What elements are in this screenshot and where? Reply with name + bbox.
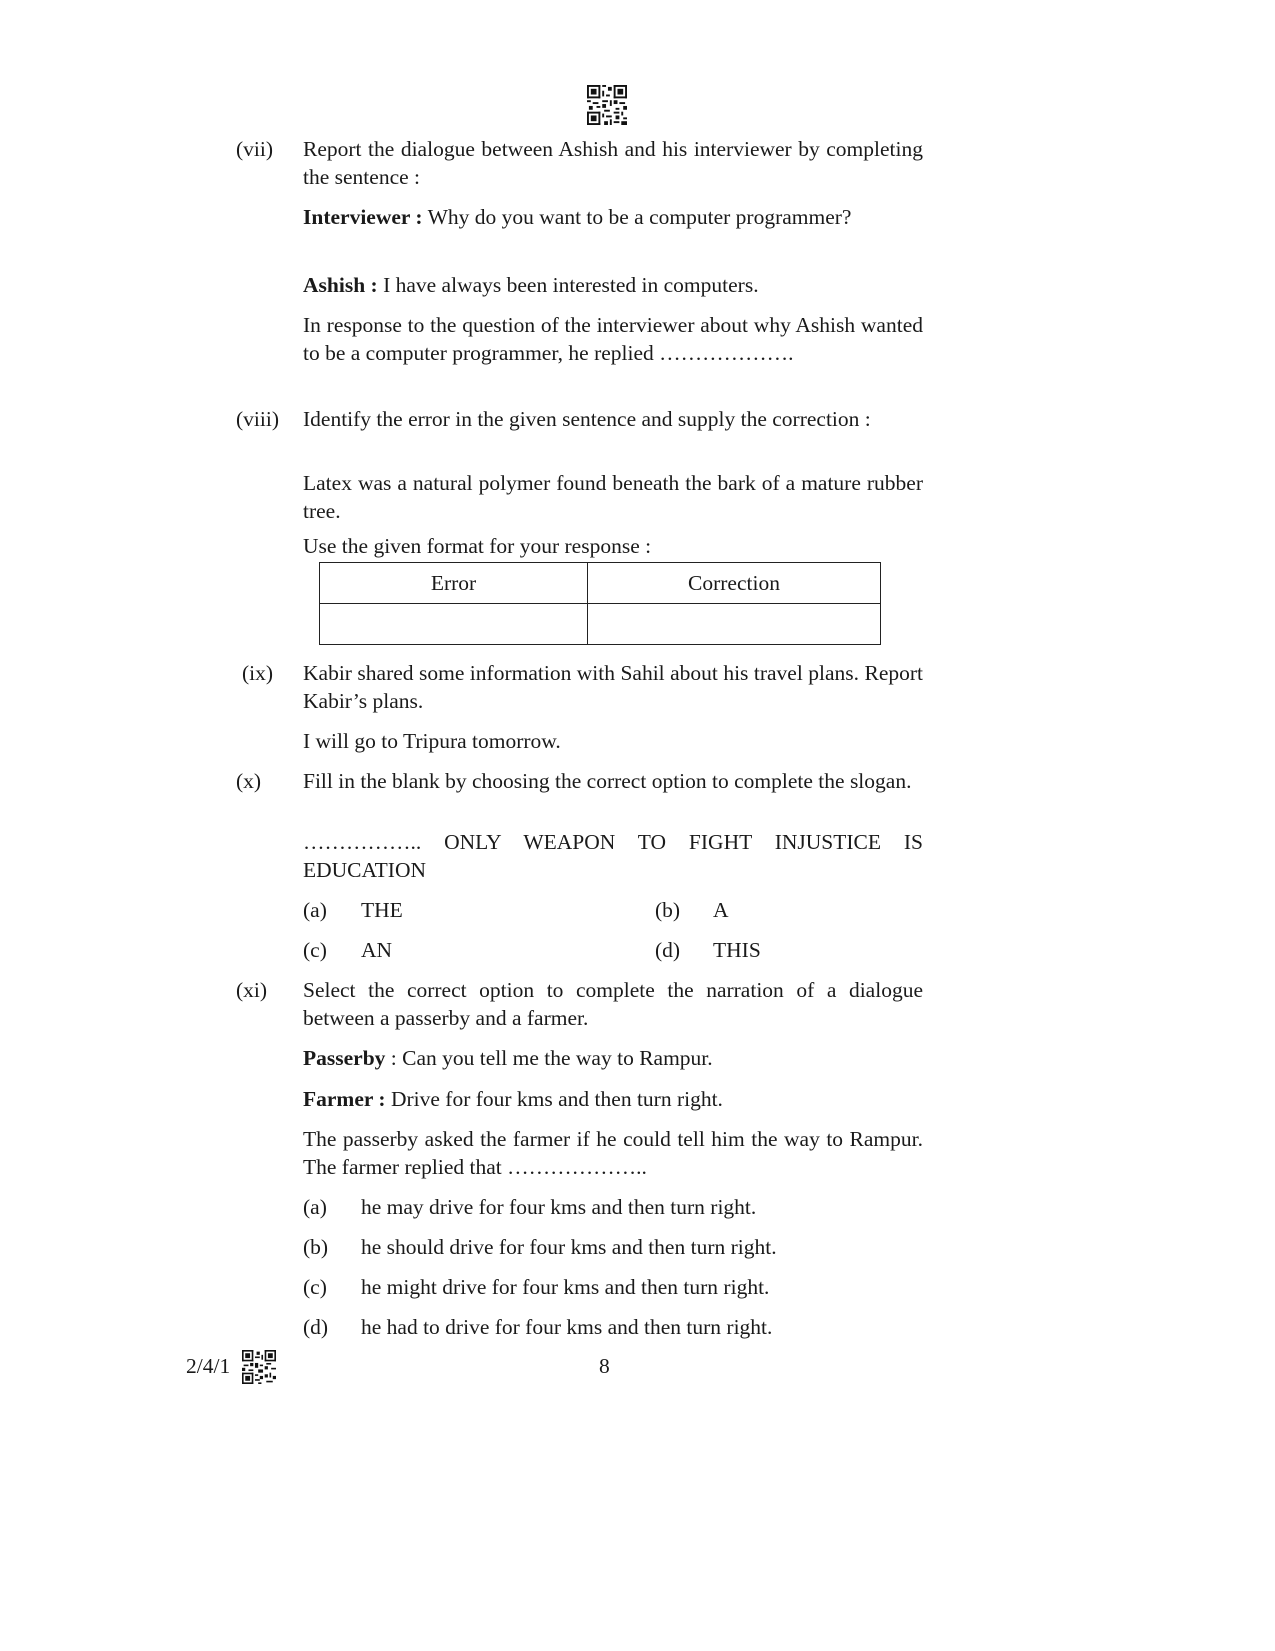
speaker-label: Ashish : — [303, 273, 378, 297]
option-a-label: (a) — [303, 1195, 327, 1219]
table-header-correction: Correction — [588, 563, 881, 604]
question-number: (xi) — [236, 978, 268, 1002]
error-sentence: Latex was a natural polymer found beneath the bark of a mature rubber tree. — [303, 471, 923, 523]
qr-code-icon — [587, 85, 627, 125]
table-cell-error-empty — [320, 604, 588, 645]
question-number: (ix) — [242, 661, 274, 685]
question-number: (x) — [236, 769, 262, 793]
option-c-label: (c) — [303, 938, 327, 962]
question-prompt: Report the dialogue between Ashish and his interviewer by completing the sentence : — [303, 137, 923, 189]
dialogue-line-ashish — [303, 271, 923, 299]
option-d-label: (d) — [303, 1315, 329, 1339]
speaker-label: Farmer : — [303, 1087, 386, 1111]
table-header-error: Error — [320, 563, 588, 604]
dialogue-line-passerby — [303, 1044, 923, 1072]
table-header-row — [320, 563, 881, 604]
speaker-label: Interviewer : — [303, 205, 423, 229]
table-cell-correction-empty — [588, 604, 881, 645]
question-prompt: Fill in the blank by choosing the correct option to complete the slogan. — [303, 769, 912, 793]
paper-code: 2/4/1 — [186, 1354, 231, 1378]
qr-code-graphic — [587, 85, 627, 125]
page-number: 8 — [599, 1354, 610, 1378]
qr-code-graphic — [242, 1350, 276, 1384]
response-format-table — [319, 562, 881, 645]
dialogue-line-farmer — [303, 1085, 923, 1113]
option-a-text: THE — [361, 898, 403, 922]
option-d-text: he had to drive for four kms and then turn right. — [361, 1315, 773, 1339]
question-prompt: Kabir shared some information with Sahil about his travel plans. Report Kabir’s plans. — [303, 661, 923, 713]
question-prompt: Identify the error in the given sentence and supply the correction : — [303, 407, 871, 431]
option-b-label: (b) — [655, 898, 681, 922]
question-number: (viii) — [236, 407, 279, 431]
option-c-text: AN — [361, 938, 393, 962]
format-note: Use the given format for your response : — [303, 534, 652, 558]
footer-qr-code-icon — [242, 1350, 276, 1384]
option-b-label: (b) — [303, 1235, 329, 1259]
slogan-text: …………….. ONLY WEAPON TO FIGHT INJUSTICE IS EDUCATION — [303, 830, 923, 882]
option-c-label: (c) — [303, 1275, 327, 1299]
dialogue-text: I have always been interested in computers. — [377, 273, 759, 297]
quoted-statement: I will go to Tripura tomorrow. — [303, 729, 561, 753]
option-b-text: he should drive for four kms and then turn right. — [361, 1235, 777, 1259]
narration-text: The passerby asked the farmer if he could tell him the way to Rampur. The farmer replied that ……………….. — [303, 1127, 923, 1179]
dialogue-line-interviewer — [303, 203, 923, 231]
option-a-label: (a) — [303, 898, 327, 922]
question-prompt: Select the correct option to complete the narration of a dialogue between a passerby and a farmer. — [303, 978, 923, 1030]
option-a-text: he may drive for four kms and then turn right. — [361, 1195, 757, 1219]
dialogue-text: Drive for four kms and then turn right. — [385, 1087, 723, 1111]
option-d-label: (d) — [655, 938, 681, 962]
option-c-text: he might drive for four kms and then turn right. — [361, 1275, 770, 1299]
option-d-text: THIS — [713, 938, 761, 962]
table-row — [320, 604, 881, 645]
question-number: (vii) — [236, 137, 274, 161]
completion-sentence: In response to the question of the interviewer about why Ashish wanted to be a computer programmer, he replied ………………. — [303, 313, 923, 365]
dialogue-text: : Can you tell me the way to Rampur. — [385, 1046, 713, 1070]
speaker-label: Passerby — [303, 1046, 386, 1070]
option-b-text: A — [713, 898, 729, 922]
dialogue-text: Why do you want to be a computer programmer? — [422, 205, 852, 229]
